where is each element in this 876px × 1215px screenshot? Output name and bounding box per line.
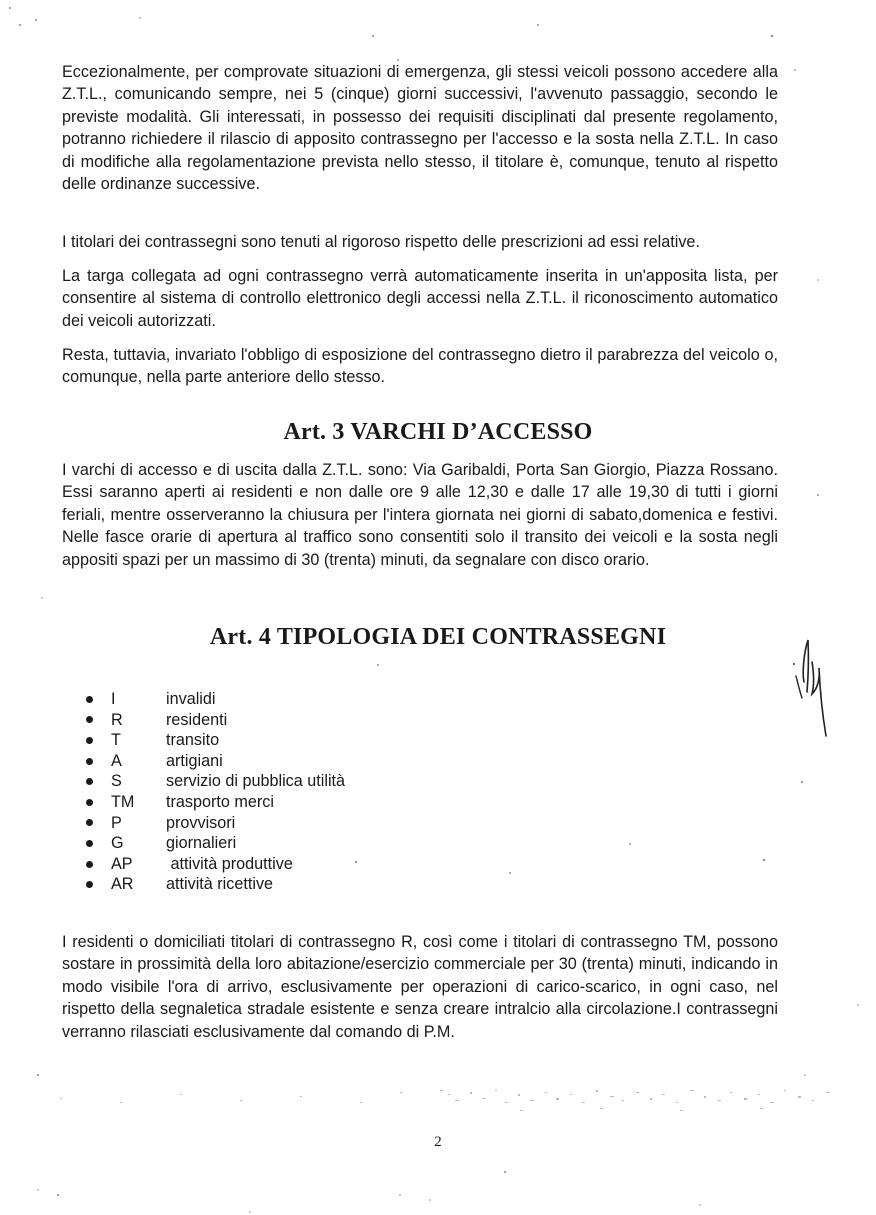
permit-code: AP [111,854,133,873]
bullet-icon [86,840,93,847]
permit-code: P [111,813,122,832]
list-item [86,792,345,813]
list-item [86,854,345,875]
permit-types-list [86,689,345,895]
list-item [86,874,345,895]
list-item [86,813,345,834]
permit-description: giornalieri [166,834,237,853]
list-item [86,751,345,772]
art3-heading: Art. 3 VARCHI D’ACCESSO [283,419,593,445]
permit-description: servizio di pubblica utilità [166,772,346,791]
paragraph-plate-list: La targa collegata ad ogni contrassegno verrà automaticamente inserita in un'apposita lista, per consentire al sistema di controllo elettronico degli accessi nella Z.T.L. il riconoscimento automatico dei veicoli autorizzati. [62,267,778,330]
permit-code: AR [111,875,134,894]
list-item [86,710,345,731]
paragraph-emergency-access: Eccezionalmente, per comprovate situazioni di emergenza, gli stessi veicoli possono accedere alla Z.T.L., comunicando sempre, nei 5 (cinque) giorni successivi, l'avvenuto passaggio, secondo le previste modalità. Gli interessati, in possesso dei requisiti disciplinati dal presente regolamento, potranno richiedere il rilascio di apposito contrassegno per l'accesso e la sosta nella Z.T.L. In caso di modifiche alla regolamentazione prevista nello stesso, il titolare è, comunque, tenuto al rispetto delle ordinanze successive. [62,63,778,194]
permit-code: I [111,690,116,708]
bullet-icon [86,716,93,723]
bullet-icon [86,778,93,785]
permit-description: attività produttive [166,854,293,873]
page-number: 2 [434,1134,442,1150]
list-item [86,689,345,710]
bullet-icon [86,737,93,744]
art4-body: I residenti o domiciliati titolari di contrassegno R, così come i titolari di contrassegno TM, possono sostare in prossimità della loro abitazione/esercizio commerciale per 30 (trenta) minuti, indicando in modo visibile l'ora di arrivo, esclusivamente per operazioni di carico-scarico, in ogni caso, nel rispetto della segnaletica stradale esistente e senza creare intralcio alla circolazione.I contrassegni verranno rilasciati esclusivamente dal comando di P.M. [62,933,778,1041]
permit-code: A [111,751,122,770]
list-item [86,771,345,792]
permit-code: R [111,710,123,729]
permit-description: artigiani [166,751,223,770]
bullet-icon [86,819,93,826]
bullet-icon [86,696,93,703]
art3-body: I varchi di accesso e di uscita dalla Z.T.L. sono: Via Garibaldi, Porta San Giorgio, Piazza Rossano. Essi saranno aperti ai residenti e non dalle ore 9 alle 12,30 e dalle 17 alle 19,30 di tutti i giorni feriali, mentre osserveranno la chiusura per l'intera giornata nei giorni di sabato,domenica e festivi. Nelle fasce orarie di apertura al traffico sono consentiti solo il transito dei veicoli e la sosta negli appositi spazi per un massimo di 30 (trenta) minuti, da segnalare con disco orario. [62,461,778,569]
permit-code: G [111,834,124,853]
handwritten-signature-mark [790,632,840,742]
permit-code: S [111,772,122,791]
permit-description: invalidi [166,690,216,708]
permit-code: TM [111,792,135,811]
list-item [86,833,345,854]
permit-description: provvisori [166,813,236,832]
list-item [86,730,345,751]
art4-heading: Art. 4 TIPOLOGIA DEI CONTRASSEGNI [209,624,667,650]
paragraph-holders-obligations: I titolari dei contrassegni sono tenuti al rigoroso rispetto delle prescrizioni ad essi relative. [62,233,700,251]
permit-description: attività ricettive [166,875,274,894]
bullet-icon [86,881,93,888]
paragraph-display-obligation: Resta, tuttavia, invariato l'obbligo di esposizione del contrassegno dietro il parabrezza del veicolo o, comunque, nella parte anteriore dello stesso. [62,346,778,387]
permit-description: trasporto merci [166,792,274,811]
bullet-icon [86,758,93,765]
permit-description: residenti [166,710,228,729]
permit-code: T [111,731,121,750]
bullet-icon [86,861,93,868]
permit-description: transito [166,731,220,750]
bullet-icon [86,799,93,806]
